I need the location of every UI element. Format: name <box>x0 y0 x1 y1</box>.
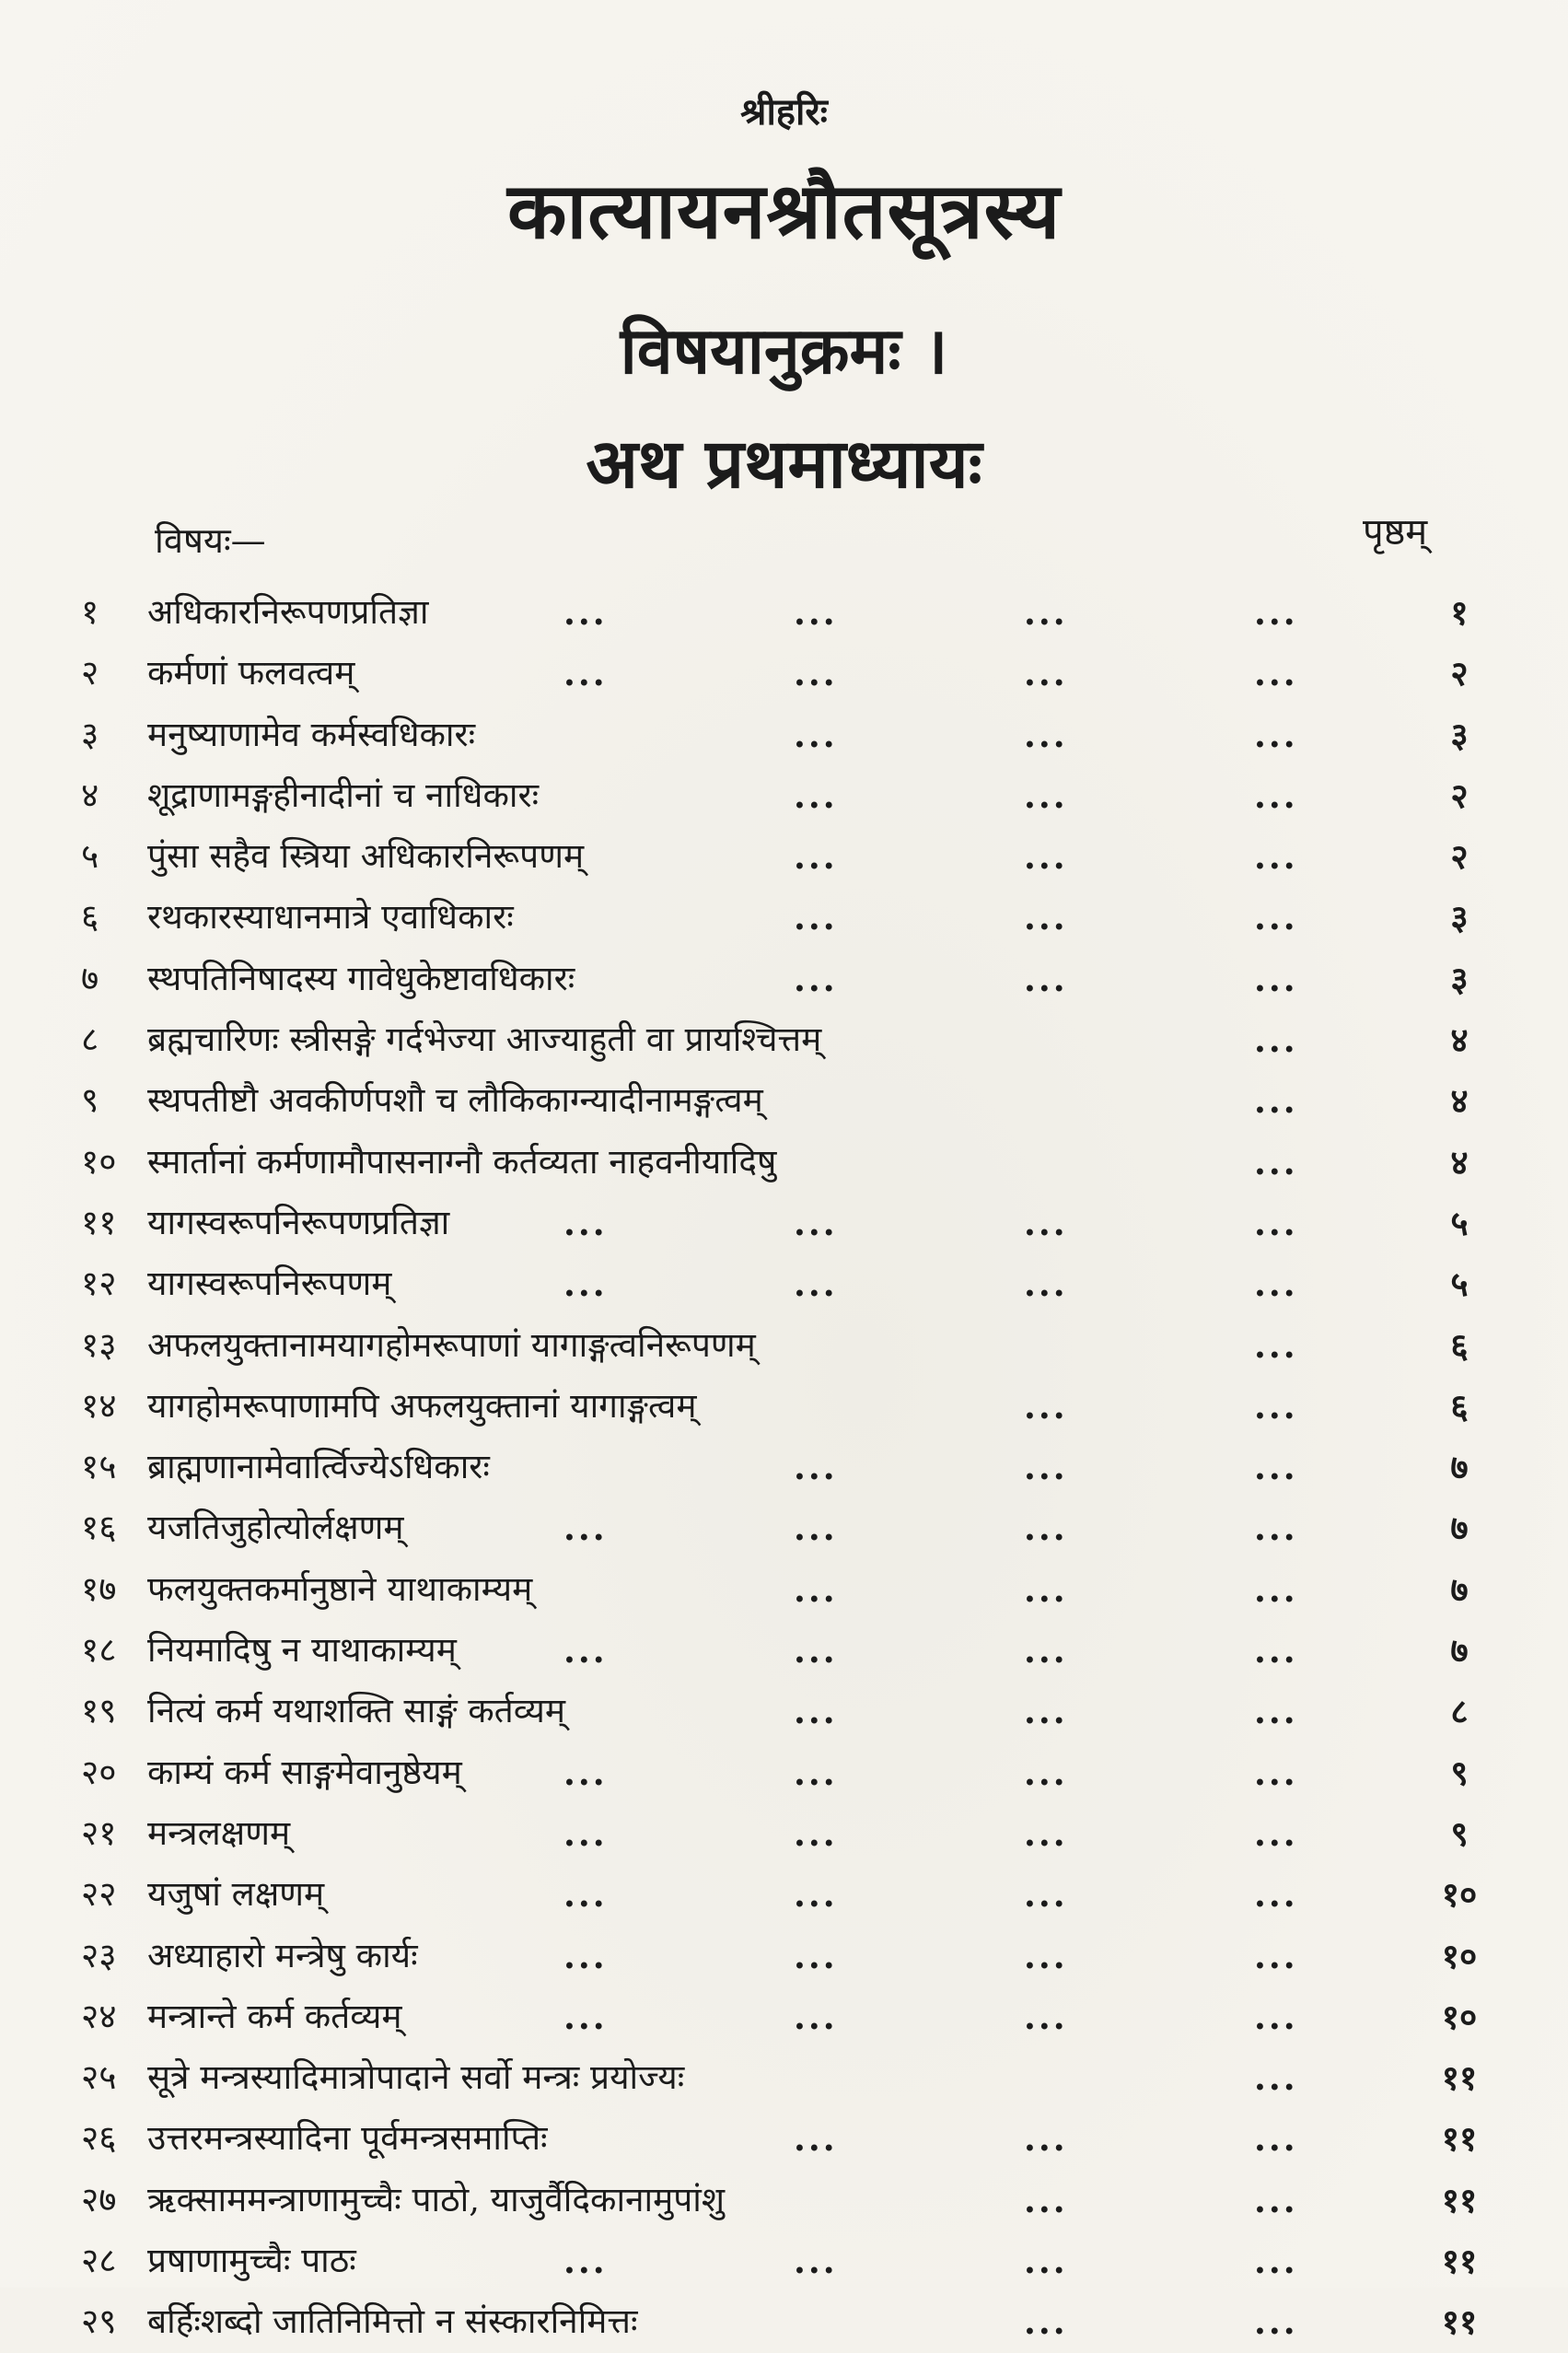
entry-title: मन्त्रान्ते कर्म कर्तव्यम् <box>147 1996 402 2036</box>
entry-title: शूद्राणामङ्गहीनादीनां च नाधिकारः <box>147 775 540 815</box>
dot-leader: ... <box>794 1691 838 1732</box>
entry-number: २७ <box>81 2179 117 2219</box>
entry-number: ७ <box>81 958 99 998</box>
dot-leader: ... <box>794 836 838 878</box>
entry-number: ११ <box>81 1202 117 1242</box>
dot-leader: ... <box>1024 2301 1068 2343</box>
dot-leader: ... <box>1254 2057 1298 2099</box>
dot-leader: ... <box>1254 1630 1298 1672</box>
toc-entry <box>0 2108 1568 2169</box>
dot-leader: ... <box>563 592 608 633</box>
entry-number: २४ <box>81 1996 117 2036</box>
entry-page-number: ३ <box>1450 714 1469 755</box>
dot-leader: ... <box>563 1874 608 1916</box>
table-of-contents <box>0 582 1568 2353</box>
entry-title: रथकारस्याधानमात्रे एवाधिकारः <box>147 897 514 938</box>
entry-page-number: ७ <box>1450 1630 1469 1672</box>
dot-leader: ... <box>1024 653 1068 694</box>
entry-title: मन्त्रलक्षणम् <box>147 1812 291 1853</box>
dot-leader: ... <box>1024 1508 1068 1549</box>
entry-number: १२ <box>81 1264 117 1304</box>
dot-leader: ... <box>1254 1752 1298 1793</box>
entry-number: १० <box>81 1141 117 1182</box>
dot-leader: ... <box>1254 1324 1298 1366</box>
toc-entry <box>0 2291 1568 2352</box>
toc-entry <box>0 949 1568 1009</box>
entry-title: नियमादिषु न याथाकाम्यम् <box>147 1630 457 1671</box>
toc-entry <box>0 643 1568 704</box>
entry-number: १७ <box>81 1568 117 1609</box>
toc-entry <box>0 1437 1568 1497</box>
toc-entry <box>0 705 1568 765</box>
entry-number: २ <box>81 653 99 693</box>
dot-leader: ... <box>1254 1019 1298 1061</box>
dot-leader: ... <box>794 1996 838 2037</box>
entry-title: प्रषाणामुच्चैः पाठः <box>147 2241 356 2281</box>
dot-leader: ... <box>1254 1935 1298 1976</box>
entry-number: १४ <box>81 1385 117 1426</box>
entry-page-number: २ <box>1450 775 1469 816</box>
entry-page-number: ४ <box>1450 1080 1469 1122</box>
entry-number: ८ <box>81 1019 99 1060</box>
dot-leader: ... <box>1254 1264 1298 1305</box>
toc-entry <box>0 887 1568 948</box>
entry-title: नित्यं कर्म यथाशक्ति साङ्गं कर्तव्यम् <box>147 1691 566 1731</box>
dot-leader: ... <box>563 2241 608 2282</box>
dot-leader: ... <box>563 1752 608 1793</box>
entry-page-number: ११ <box>1441 2241 1478 2282</box>
dot-leader: ... <box>1254 1568 1298 1610</box>
entry-page-number: ९ <box>1450 1812 1469 1854</box>
entry-number: १९ <box>81 1691 117 1731</box>
dot-leader: ... <box>1024 897 1068 938</box>
page-column-header: पृष्ठम् <box>1363 511 1428 553</box>
dot-leader: ... <box>794 592 838 633</box>
entry-number: १३ <box>81 1324 117 1365</box>
dot-leader: ... <box>1254 1385 1298 1427</box>
dot-leader: ... <box>1024 1568 1068 1610</box>
toc-entry <box>0 1986 1568 2047</box>
dot-leader: ... <box>1024 836 1068 878</box>
entry-title: अध्याहारो मन्त्रेषु कार्यः <box>147 1935 418 1975</box>
dot-leader: ... <box>1254 1996 1298 2037</box>
entry-title: काम्यं कर्म साङ्गमेवानुष्ठेयम् <box>147 1752 462 1792</box>
dot-leader: ... <box>1254 1874 1298 1916</box>
dot-leader: ... <box>563 1812 608 1854</box>
entry-title: स्मार्तानां कर्मणामौपासनाग्नौ कर्तव्यता नाहवनीयादिषु <box>147 1141 777 1182</box>
entry-title: यागस्वरूपनिरूपणम् <box>147 1264 392 1304</box>
entry-title: यजतिजुहोत्योर्लक्षणम् <box>147 1508 404 1548</box>
entry-page-number: ७ <box>1450 1508 1469 1549</box>
toc-entry <box>0 1803 1568 1864</box>
entry-title: यजुषां लक्षणम् <box>147 1874 325 1915</box>
toc-entry <box>0 1681 1568 1741</box>
entry-page-number: ११ <box>1441 2179 1478 2220</box>
dot-leader: ... <box>563 1935 608 1976</box>
dot-leader: ... <box>1024 1630 1068 1672</box>
dot-leader: ... <box>563 1202 608 1243</box>
dot-leader: ... <box>563 1508 608 1549</box>
toc-entry <box>0 1253 1568 1314</box>
dot-leader: ... <box>1254 897 1298 938</box>
entry-number: ४ <box>81 775 99 815</box>
entry-number: २९ <box>81 2301 117 2342</box>
entry-title: मनुष्याणामेव कर्मस्वधिकारः <box>147 714 476 754</box>
entry-page-number: १० <box>1441 1996 1478 2037</box>
entry-page-number: ६ <box>1450 1385 1469 1427</box>
dot-leader: ... <box>1024 1812 1068 1854</box>
toc-entry <box>0 1009 1568 1070</box>
dot-leader: ... <box>563 1996 608 2037</box>
dot-leader: ... <box>1024 958 1068 999</box>
dot-leader: ... <box>1024 1691 1068 1732</box>
entry-number: १६ <box>81 1508 117 1548</box>
dot-leader: ... <box>1254 836 1298 878</box>
dot-leader: ... <box>1024 2118 1068 2160</box>
entry-number: २१ <box>81 1812 117 1853</box>
entry-title: ऋक्साममन्त्राणामुच्चैः पाठो, याजुर्वैदिकानामुपांशु <box>147 2179 726 2219</box>
invocation-heading: श्रीहरिः <box>740 90 828 134</box>
dot-leader: ... <box>794 1874 838 1916</box>
entry-number: २२ <box>81 1874 117 1915</box>
entry-page-number: ५ <box>1450 1264 1469 1305</box>
entry-number: १८ <box>81 1630 117 1671</box>
dot-leader: ... <box>794 1812 838 1854</box>
dot-leader: ... <box>794 775 838 816</box>
entry-page-number: ११ <box>1441 2301 1478 2343</box>
dot-leader: ... <box>1024 2241 1068 2282</box>
toc-entry <box>0 1132 1568 1193</box>
toc-entry <box>0 2170 1568 2231</box>
dot-leader: ... <box>1024 2179 1068 2220</box>
dot-leader: ... <box>563 653 608 694</box>
toc-entry <box>0 2231 1568 2291</box>
dot-leader: ... <box>1254 592 1298 633</box>
entry-title: स्थपतीष्टौ अवकीर्णपशौ च लौकिकाग्न्यादीनामङ्गत्वम् <box>147 1080 763 1121</box>
dot-leader: ... <box>1024 1385 1068 1427</box>
toc-entry <box>0 1620 1568 1681</box>
entry-title: उत्तरमन्त्रस्यादिना पूर्वमन्त्रसमाप्तिः <box>147 2118 548 2159</box>
entry-title: अफलयुक्तानामयागहोमरूपाणां यागाङ्गत्वनिरूपणम् <box>147 1324 756 1365</box>
toc-entry <box>0 1315 1568 1376</box>
dot-leader: ... <box>1254 958 1298 999</box>
dot-leader: ... <box>794 2118 838 2160</box>
dot-leader: ... <box>794 958 838 999</box>
dot-leader: ... <box>1254 2301 1298 2343</box>
dot-leader: ... <box>1024 1935 1068 1976</box>
dot-leader: ... <box>1254 775 1298 816</box>
entry-title: ब्रह्मचारिणः स्त्रीसङ्गे गर्दभेज्या आज्याहुती वा प्रायश्चित्तम् <box>147 1019 822 1060</box>
entry-number: ९ <box>81 1080 99 1121</box>
entry-number: २० <box>81 1752 117 1792</box>
entry-page-number: १० <box>1441 1935 1478 1976</box>
dot-leader: ... <box>1254 1508 1298 1549</box>
dot-leader: ... <box>1024 714 1068 755</box>
entry-number: २६ <box>81 2118 117 2159</box>
toc-entry <box>0 1193 1568 1253</box>
dot-leader: ... <box>1254 1080 1298 1122</box>
entry-title: ब्राह्मणानामेवार्त्विज्येऽधिकारः <box>147 1447 490 1487</box>
dot-leader: ... <box>1024 1874 1068 1916</box>
dot-leader: ... <box>1024 1264 1068 1305</box>
dot-leader: ... <box>794 1630 838 1672</box>
entry-page-number: ८ <box>1450 1691 1469 1732</box>
entry-title: बर्हिःशब्दो जातिनिमित्तो न संस्कारनिमित्तः <box>147 2301 638 2342</box>
toc-entry <box>0 1070 1568 1131</box>
entry-page-number: ११ <box>1441 2118 1478 2160</box>
entry-number: १५ <box>81 1447 117 1487</box>
entry-page-number: १० <box>1441 1874 1478 1916</box>
dot-leader: ... <box>794 1202 838 1243</box>
entry-page-number: २ <box>1450 836 1469 878</box>
entry-title: सूत्रे मन्त्रस्यादिमात्रोपादाने सर्वो मन्त्रः प्रयोज्यः <box>147 2057 685 2098</box>
entry-title: फलयुक्तकर्मानुष्ठाने याथाकाम्यम् <box>147 1568 533 1609</box>
entry-page-number: ५ <box>1450 1202 1469 1243</box>
dot-leader: ... <box>1254 1202 1298 1243</box>
entry-page-number: ११ <box>1441 2057 1478 2099</box>
toc-entry <box>0 826 1568 887</box>
dot-leader: ... <box>1024 1202 1068 1243</box>
dot-leader: ... <box>794 1264 838 1305</box>
entry-page-number: ३ <box>1450 897 1469 938</box>
entry-title: स्थपतिनिषादस्य गावेधुकेष्टावधिकारः <box>147 958 575 998</box>
toc-entry <box>0 1742 1568 1803</box>
entry-page-number: १ <box>1450 592 1469 633</box>
toc-entry <box>0 1376 1568 1437</box>
dot-leader: ... <box>1254 653 1298 694</box>
toc-entry <box>0 582 1568 643</box>
entry-number: ३ <box>81 714 99 754</box>
dot-leader: ... <box>563 1264 608 1305</box>
dot-leader: ... <box>1024 592 1068 633</box>
dot-leader: ... <box>1254 1141 1298 1182</box>
dot-leader: ... <box>1254 714 1298 755</box>
entry-page-number: ७ <box>1450 1447 1469 1488</box>
dot-leader: ... <box>794 714 838 755</box>
dot-leader: ... <box>563 1630 608 1672</box>
entry-page-number: ६ <box>1450 1324 1469 1366</box>
toc-entry <box>0 1926 1568 1986</box>
toc-entry <box>0 1864 1568 1925</box>
chapter-heading: अथ प्रथमाध्यायः <box>586 425 982 504</box>
subject-column-header: विषयः— <box>155 520 266 561</box>
dot-leader: ... <box>1254 1447 1298 1488</box>
entry-title: अधिकारनिरूपणप्रतिज्ञा <box>147 592 429 632</box>
book-title: कात्यायनश्रौतसूत्रस्य <box>506 165 1062 256</box>
entry-title: यागहोमरूपाणामपि अफलयुक्तानां यागाङ्गत्वम् <box>147 1385 697 1426</box>
entry-page-number: ४ <box>1450 1019 1469 1061</box>
entry-page-number: ३ <box>1450 958 1469 999</box>
dot-leader: ... <box>794 1568 838 1610</box>
dot-leader: ... <box>794 1752 838 1793</box>
toc-entry <box>0 2047 1568 2108</box>
entry-number: २३ <box>81 1935 117 1975</box>
entry-page-number: २ <box>1450 653 1469 694</box>
dot-leader: ... <box>1254 1812 1298 1854</box>
entry-number: ५ <box>81 836 99 877</box>
dot-leader: ... <box>794 1508 838 1549</box>
entry-page-number: ७ <box>1450 1568 1469 1610</box>
entry-title: यागस्वरूपनिरूपणप्रतिज्ञा <box>147 1202 450 1242</box>
toc-entry <box>0 1497 1568 1558</box>
toc-entry <box>0 1559 1568 1620</box>
dot-leader: ... <box>1024 1752 1068 1793</box>
entry-page-number: ४ <box>1450 1141 1469 1182</box>
dot-leader: ... <box>1024 1996 1068 2037</box>
entry-number: २५ <box>81 2057 117 2098</box>
dot-leader: ... <box>794 1447 838 1488</box>
dot-leader: ... <box>794 2241 838 2282</box>
dot-leader: ... <box>1254 1691 1298 1732</box>
entry-title: कर्मणां फलवत्वम् <box>147 653 355 693</box>
toc-entry <box>0 765 1568 826</box>
entry-number: २८ <box>81 2241 117 2281</box>
entry-page-number: ९ <box>1450 1752 1469 1793</box>
entry-number: १ <box>81 592 99 632</box>
entry-number: ६ <box>81 897 99 938</box>
dot-leader: ... <box>794 1935 838 1976</box>
dot-leader: ... <box>1254 2241 1298 2282</box>
dot-leader: ... <box>794 897 838 938</box>
entry-title: पुंसा सहैव स्त्रिया अधिकारनिरूपणम् <box>147 836 585 877</box>
dot-leader: ... <box>1024 1447 1068 1488</box>
dot-leader: ... <box>1024 775 1068 816</box>
contents-heading: विषयानुक्रमः । <box>620 312 948 389</box>
dot-leader: ... <box>794 653 838 694</box>
dot-leader: ... <box>1254 2118 1298 2160</box>
dot-leader: ... <box>1254 2179 1298 2220</box>
